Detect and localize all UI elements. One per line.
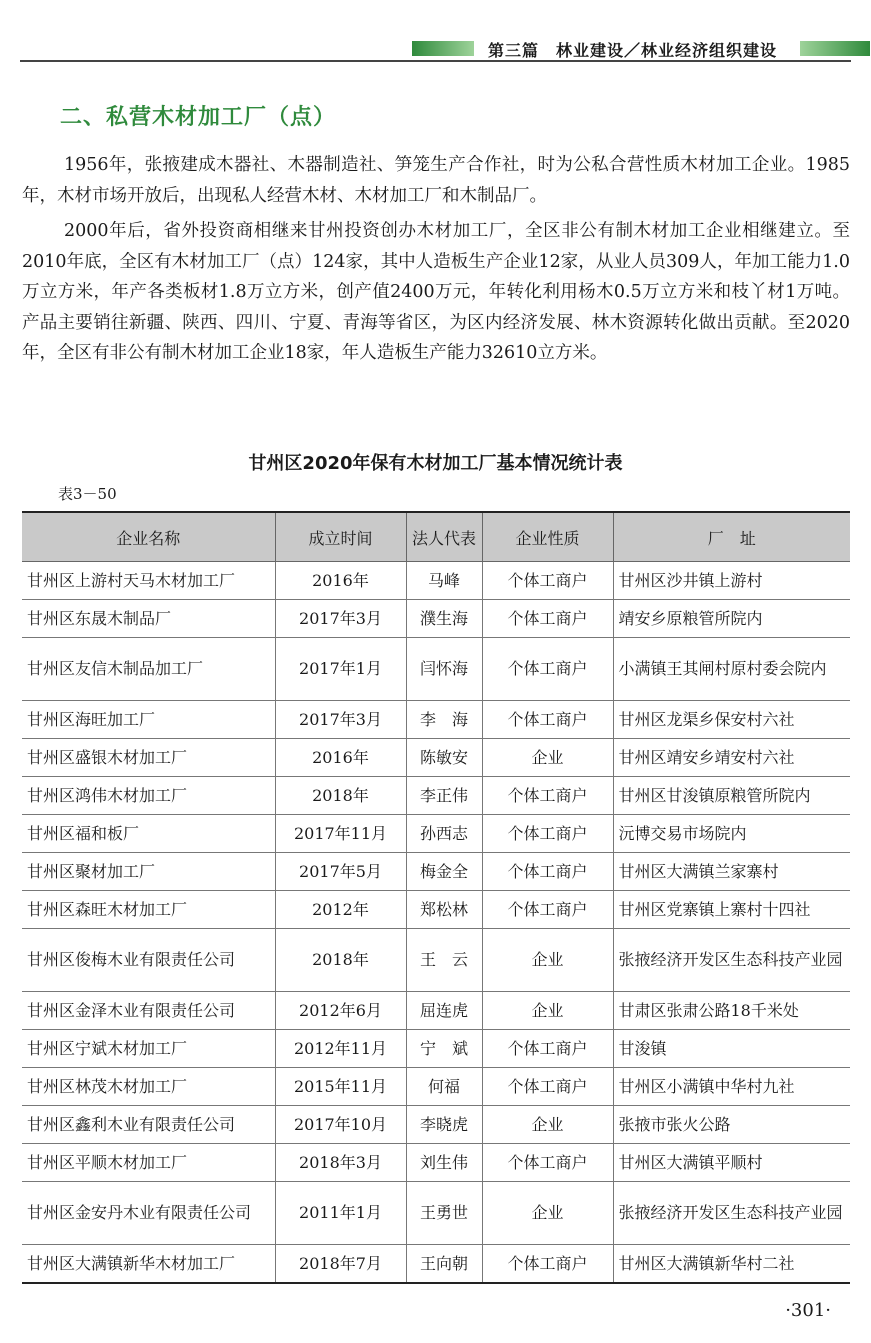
cell-address: 甘州区大满镇兰家寨村 bbox=[613, 853, 850, 891]
cell-company-name: 甘州区聚材加工厂 bbox=[22, 853, 275, 891]
cell-company-name: 甘州区平顺木材加工厂 bbox=[22, 1144, 275, 1182]
cell-founded: 2018年 bbox=[275, 777, 406, 815]
cell-company-name: 甘州区福和板厂 bbox=[22, 815, 275, 853]
cell-legal-rep: 李正伟 bbox=[406, 777, 482, 815]
cell-address: 甘浚镇 bbox=[613, 1030, 850, 1068]
cell-address: 甘州区甘浚镇原粮管所院内 bbox=[613, 777, 850, 815]
header-company-type: 企业性质 bbox=[482, 512, 613, 562]
cell-address: 甘州区党寨镇上寨村十四社 bbox=[613, 891, 850, 929]
page-number: ·301· bbox=[785, 1300, 831, 1321]
chapter-title: 第三篇 林业建设／林业经济组织建设 bbox=[488, 41, 778, 60]
cell-address: 张掖市张火公路 bbox=[613, 1106, 850, 1144]
cell-founded: 2017年1月 bbox=[275, 638, 406, 701]
paragraph-1 bbox=[22, 150, 850, 211]
cell-company-name: 甘州区盛银木材加工厂 bbox=[22, 739, 275, 777]
header-company-name: 企业名称 bbox=[22, 512, 275, 562]
cell-company-type: 个体工商户 bbox=[482, 701, 613, 739]
table-row bbox=[22, 1106, 850, 1144]
page-header bbox=[20, 38, 851, 62]
cell-company-type: 个体工商户 bbox=[482, 638, 613, 701]
cell-legal-rep: 宁 斌 bbox=[406, 1030, 482, 1068]
cell-founded: 2017年10月 bbox=[275, 1106, 406, 1144]
cell-founded: 2017年5月 bbox=[275, 853, 406, 891]
cell-company-name: 甘州区森旺木材加工厂 bbox=[22, 891, 275, 929]
cell-legal-rep: 闫怀海 bbox=[406, 638, 482, 701]
cell-legal-rep: 陈敏安 bbox=[406, 739, 482, 777]
cell-address: 甘州区沙井镇上游村 bbox=[613, 562, 850, 600]
table-row bbox=[22, 1068, 850, 1106]
table-row bbox=[22, 853, 850, 891]
cell-legal-rep: 马峰 bbox=[406, 562, 482, 600]
header-founded: 成立时间 bbox=[275, 512, 406, 562]
cell-founded: 2012年6月 bbox=[275, 992, 406, 1030]
cell-legal-rep: 王向朝 bbox=[406, 1245, 482, 1284]
table-body bbox=[22, 562, 850, 1284]
table-row bbox=[22, 562, 850, 600]
cell-company-type: 个体工商户 bbox=[482, 777, 613, 815]
cell-company-name: 甘州区林茂木材加工厂 bbox=[22, 1068, 275, 1106]
cell-company-type: 个体工商户 bbox=[482, 1030, 613, 1068]
header-legal-rep: 法人代表 bbox=[406, 512, 482, 562]
cell-founded: 2012年 bbox=[275, 891, 406, 929]
cell-founded: 2017年3月 bbox=[275, 701, 406, 739]
cell-legal-rep: 孙西志 bbox=[406, 815, 482, 853]
table-row bbox=[22, 1245, 850, 1284]
cell-company-name: 甘州区宁斌木材加工厂 bbox=[22, 1030, 275, 1068]
table-row bbox=[22, 1182, 850, 1245]
cell-legal-rep: 李 海 bbox=[406, 701, 482, 739]
cell-company-name: 甘州区金安丹木业有限责任公司 bbox=[22, 1182, 275, 1245]
cell-address: 甘州区龙渠乡保安村六社 bbox=[613, 701, 850, 739]
table-row bbox=[22, 638, 850, 701]
cell-company-type: 个体工商户 bbox=[482, 891, 613, 929]
cell-company-type: 个体工商户 bbox=[482, 1068, 613, 1106]
factory-table bbox=[22, 511, 850, 1284]
cell-legal-rep: 刘生伟 bbox=[406, 1144, 482, 1182]
cell-founded: 2012年11月 bbox=[275, 1030, 406, 1068]
cell-founded: 2016年 bbox=[275, 739, 406, 777]
cell-legal-rep: 李晓虎 bbox=[406, 1106, 482, 1144]
cell-company-type: 个体工商户 bbox=[482, 562, 613, 600]
table-header-row bbox=[22, 512, 850, 562]
cell-legal-rep: 王 云 bbox=[406, 929, 482, 992]
cell-founded: 2018年 bbox=[275, 929, 406, 992]
cell-company-name: 甘州区友信木制品加工厂 bbox=[22, 638, 275, 701]
cell-company-type: 个体工商户 bbox=[482, 1144, 613, 1182]
cell-company-type: 个体工商户 bbox=[482, 1245, 613, 1284]
cell-company-type: 企业 bbox=[482, 929, 613, 992]
cell-company-type: 企业 bbox=[482, 1182, 613, 1245]
cell-company-type: 个体工商户 bbox=[482, 815, 613, 853]
table-row bbox=[22, 891, 850, 929]
table-title: 甘州区2020年保有木材加工厂基本情况统计表 bbox=[248, 453, 623, 474]
cell-company-type: 企业 bbox=[482, 1106, 613, 1144]
cell-company-name: 甘州区鸿伟木材加工厂 bbox=[22, 777, 275, 815]
cell-legal-rep: 何福 bbox=[406, 1068, 482, 1106]
cell-address: 甘肃区张肃公路18千米处 bbox=[613, 992, 850, 1030]
cell-company-type: 企业 bbox=[482, 739, 613, 777]
cell-founded: 2018年7月 bbox=[275, 1245, 406, 1284]
cell-address: 张掖经济开发区生态科技产业园 bbox=[613, 929, 850, 992]
cell-founded: 2017年3月 bbox=[275, 600, 406, 638]
header-rule bbox=[20, 60, 851, 62]
table-row bbox=[22, 815, 850, 853]
cell-address: 甘州区大满镇新华村二社 bbox=[613, 1245, 850, 1284]
cell-company-name: 甘州区上游村天马木材加工厂 bbox=[22, 562, 275, 600]
paragraph-1-text: 1956年，张掖建成木器社、木器制造社、笋笼生产合作社，时为公私合营性质木材加工企业。1985年，木材市场开放后，出现私人经营木材、木材加工厂和木制品厂。 bbox=[22, 155, 850, 206]
table-row bbox=[22, 1144, 850, 1182]
cell-legal-rep: 濮生海 bbox=[406, 600, 482, 638]
cell-company-name: 甘州区俊梅木业有限责任公司 bbox=[22, 929, 275, 992]
cell-company-type: 个体工商户 bbox=[482, 853, 613, 891]
cell-address: 沅博交易市场院内 bbox=[613, 815, 850, 853]
cell-legal-rep: 王勇世 bbox=[406, 1182, 482, 1245]
table-number: 表3－50 bbox=[58, 485, 117, 503]
cell-founded: 2016年 bbox=[275, 562, 406, 600]
header-bar-left bbox=[412, 41, 474, 56]
table-row bbox=[22, 600, 850, 638]
cell-founded: 2015年11月 bbox=[275, 1068, 406, 1106]
cell-company-name: 甘州区金泽木业有限责任公司 bbox=[22, 992, 275, 1030]
cell-address: 靖安乡原粮管所院内 bbox=[613, 600, 850, 638]
table-row bbox=[22, 777, 850, 815]
cell-address: 甘州区大满镇平顺村 bbox=[613, 1144, 850, 1182]
cell-address: 小满镇王其闸村原村委会院内 bbox=[613, 638, 850, 701]
cell-founded: 2018年3月 bbox=[275, 1144, 406, 1182]
cell-company-name: 甘州区鑫利木业有限责任公司 bbox=[22, 1106, 275, 1144]
paragraph-2-text: 2000年后，省外投资商相继来甘州投资创办木材加工厂，全区非公有制木材加工企业相继建立。至2010年底，全区有木材加工厂（点）124家，其中人造板生产企业12家，从业人员309人，年加工能力1.0万立方米，年产各类板材1.8万立方米，创产值2400万元，年转化利用杨木0.5万立方米和枝丫材1万吨。产品主要销往新疆、陕西、四川、宁夏、青海等省区，为区内经济发展、林木资源转化做出贡献。至2020年，全区有非公有制木材加工企业18家，年人造板生产能力32610立方米。 bbox=[22, 221, 850, 363]
paragraph-2 bbox=[22, 216, 850, 369]
cell-company-type: 个体工商户 bbox=[482, 600, 613, 638]
cell-legal-rep: 屈连虎 bbox=[406, 992, 482, 1030]
cell-address: 甘州区靖安乡靖安村六社 bbox=[613, 739, 850, 777]
table-row bbox=[22, 1030, 850, 1068]
cell-legal-rep: 郑松林 bbox=[406, 891, 482, 929]
cell-founded: 2017年11月 bbox=[275, 815, 406, 853]
section-title: 二、私营木材加工厂（点） bbox=[60, 105, 337, 130]
cell-company-type: 企业 bbox=[482, 992, 613, 1030]
table-row bbox=[22, 992, 850, 1030]
cell-company-name: 甘州区东晟木制品厂 bbox=[22, 600, 275, 638]
cell-company-name: 甘州区海旺加工厂 bbox=[22, 701, 275, 739]
cell-founded: 2011年1月 bbox=[275, 1182, 406, 1245]
cell-legal-rep: 梅金全 bbox=[406, 853, 482, 891]
table-row bbox=[22, 739, 850, 777]
table-row bbox=[22, 701, 850, 739]
cell-company-name: 甘州区大满镇新华木材加工厂 bbox=[22, 1245, 275, 1284]
cell-address: 甘州区小满镇中华村九社 bbox=[613, 1068, 850, 1106]
header-address: 厂 址 bbox=[613, 512, 850, 562]
table-row bbox=[22, 929, 850, 992]
header-bar-right bbox=[800, 41, 870, 56]
cell-address: 张掖经济开发区生态科技产业园 bbox=[613, 1182, 850, 1245]
